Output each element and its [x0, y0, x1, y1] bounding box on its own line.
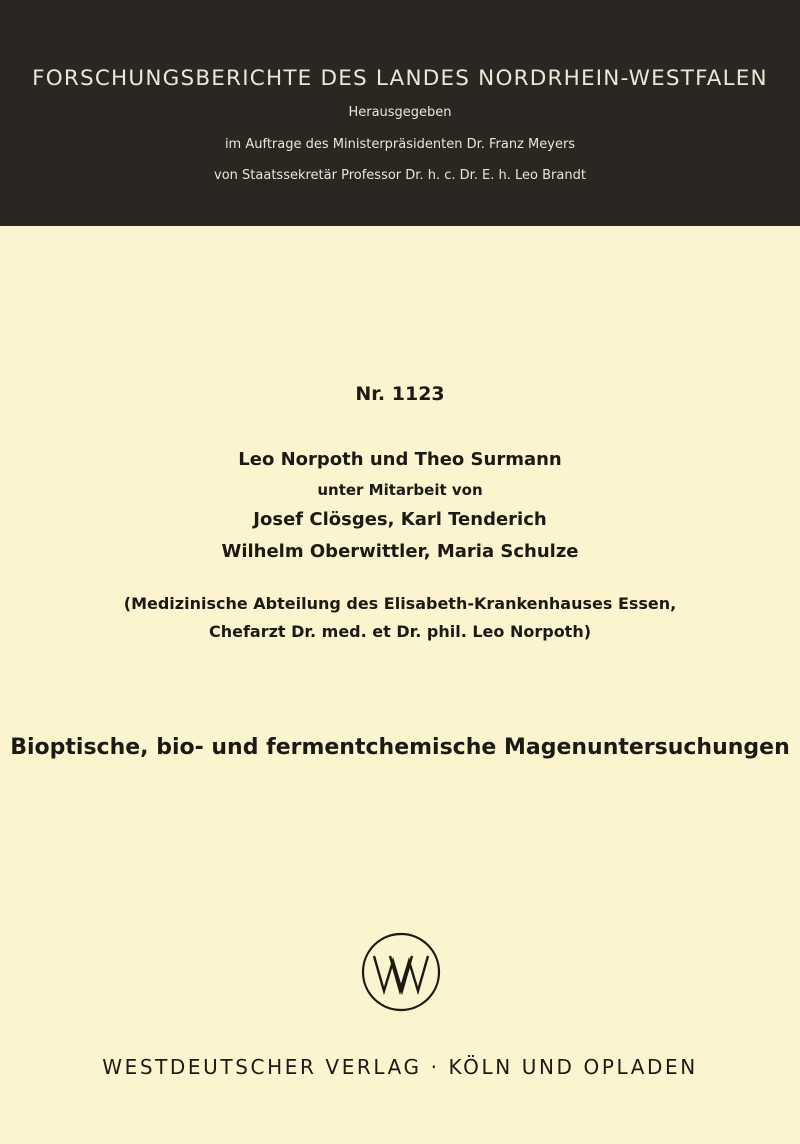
collaboration-label: unter Mitarbeit von — [317, 481, 483, 499]
header-band — [0, 0, 800, 226]
collaborators-2: Wilhelm Oberwittler, Maria Schulze — [221, 541, 579, 562]
editor-line-2: im Auftrage des Ministerpräsidenten Dr. Franz Meyers — [224, 137, 576, 152]
institution-line-2: Chefarzt Dr. med. et Dr. phil. Leo Norpoth) — [208, 622, 592, 641]
main-authors: Leo Norpoth und Theo Surmann — [238, 449, 562, 470]
publisher-name: WESTDEUTSCHER VERLAG · KÖLN UND OPLADEN — [102, 1055, 698, 1079]
book-title: Bioptische, bio- und fermentchemische Magenuntersuchungen — [10, 735, 790, 760]
collaborators-1: Josef Clösges, Karl Tenderich — [253, 509, 547, 530]
editor-line-1: Herausgegeben — [348, 105, 452, 120]
series-title: FORSCHUNGSBERICHTE DES LANDES NORDRHEIN-WESTFALEN — [32, 66, 768, 91]
editor-line-3: von Staatssekretär Professor Dr. h. c. Dr. E. h. Leo Brandt — [214, 168, 586, 183]
institution-line-1: (Medizinische Abteilung des Elisabeth-Krankenhauses Essen, — [123, 594, 677, 613]
volume-number: Nr. 1123 — [355, 383, 445, 405]
publisher-logo-icon — [360, 931, 442, 1013]
